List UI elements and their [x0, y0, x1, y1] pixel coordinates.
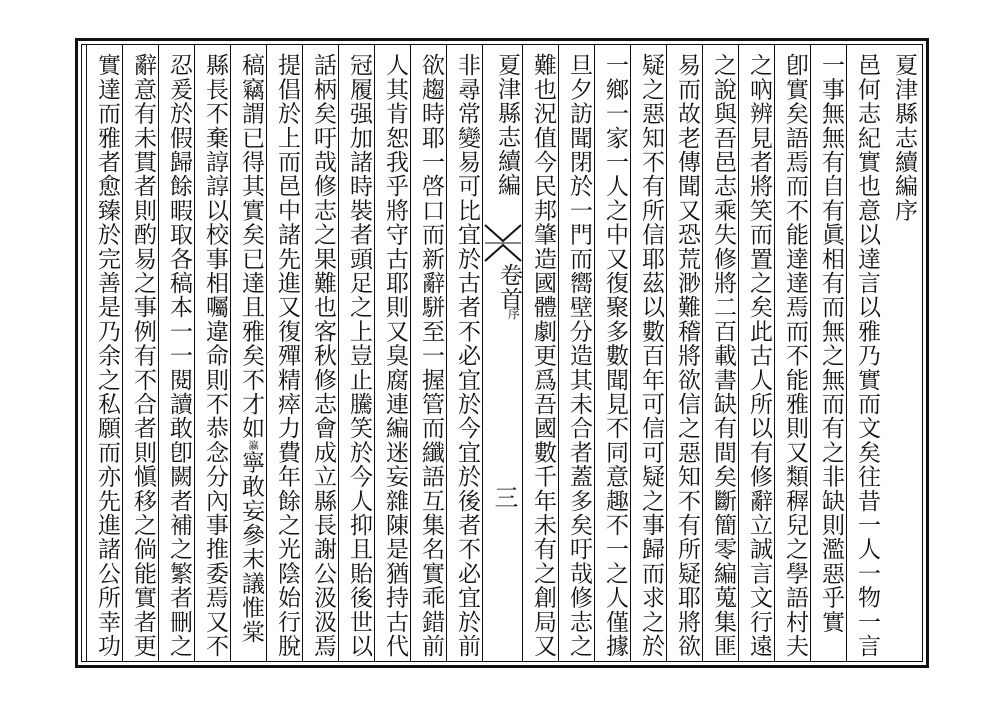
- spine-section: 序: [507, 307, 520, 321]
- text-column: 之說與吾邑志乘失修將二百載書缺有間矣斷簡零編蒐集匪: [702, 45, 738, 661]
- text-column: 卽實矣語焉而不能達達焉而不能雅則又類稺兒之學語村夫: [774, 45, 810, 661]
- book-spine: [482, 45, 522, 661]
- text-column: 邑何志紀實也意以達言以雅乃實而文矣往昔一人一物一言: [846, 45, 882, 661]
- preface-title: 夏津縣志續編序: [891, 53, 917, 223]
- text-column: 易而故老傳聞又恐荒渺難稽將欲信之惡知不有所疑耶將欲: [666, 45, 702, 661]
- small-note: 瀛: [246, 440, 257, 451]
- text-column: 旦夕訪聞閉於一門而嚮壁分造其未合者蓋多矣吁哉修志之: [558, 45, 594, 661]
- text-column: 人其肯恕我乎將守古耶則又臭腐連編迷妄雜陳是猶持古代: [374, 45, 410, 661]
- text-column: [230, 45, 266, 661]
- fish-tail-mark-icon: [483, 223, 523, 263]
- text-column: 提倡於上而邑中諸先進又復殫精瘁力費年餘之光陰始行脫: [266, 45, 302, 661]
- text-run: 寧敢妄參末議惟棠: [238, 450, 264, 644]
- text-column: 話柄矣吁哉修志之果難也客秋修志會成立縣長謝公汲汲焉: [302, 45, 338, 661]
- text-column: 之吶辨見者將笑而置之矣此古人所以有修辭立誠言文行遠: [738, 45, 774, 661]
- page-number: 三: [490, 485, 518, 509]
- spine-title: 夏津縣志續編: [494, 53, 520, 197]
- text-column: 一事無無有自有眞相有而無之無而有之非缺則濫惡乎實: [810, 45, 846, 661]
- page-frame: [75, 38, 929, 668]
- text-column: 一鄉一家一人之中又復聚多數聞見不同意趣不一之人僅據: [594, 45, 630, 661]
- spine-juan: 卷首: [496, 263, 522, 311]
- text-column: 難也況值今民邦肇造國體劇更爲吾國數千年未有之創局又: [522, 45, 558, 661]
- text-column: 辭意有未貫者則酌易之事例有不合者則愼移之倘能實者更: [122, 45, 158, 661]
- text-column: 縣長不棄諄諄以校事相囑違命則不恭念分內事推委焉又不: [194, 45, 230, 661]
- text-column: 忍爰於假歸餘暇取各稿本一一閱讀敢卽闕者補之繁者刪之: [158, 45, 194, 661]
- text-run: 稿竊謂已得其實矣已達且雅矣不才如: [238, 53, 264, 441]
- text-column: 欲趨時耶一啓口而新辭駢至一握管而纖語互集名實乖錯前: [410, 45, 446, 661]
- text-block: [81, 44, 923, 662]
- text-column: 疑之惡知不有所信耶茲以數百年可信可疑之事歸而求之於: [630, 45, 666, 661]
- text-column: 非尋常變易可比宜於古者不必宜於今宜於後者不必宜於前: [446, 45, 482, 661]
- text-column: 實達而雅者愈臻於完善是乃余之私願而亦先進諸公所幸功: [86, 45, 122, 661]
- text-column: 冠履强加諸時裝者頭足之上豈止騰笑於今人抑且貽後世以: [338, 45, 374, 661]
